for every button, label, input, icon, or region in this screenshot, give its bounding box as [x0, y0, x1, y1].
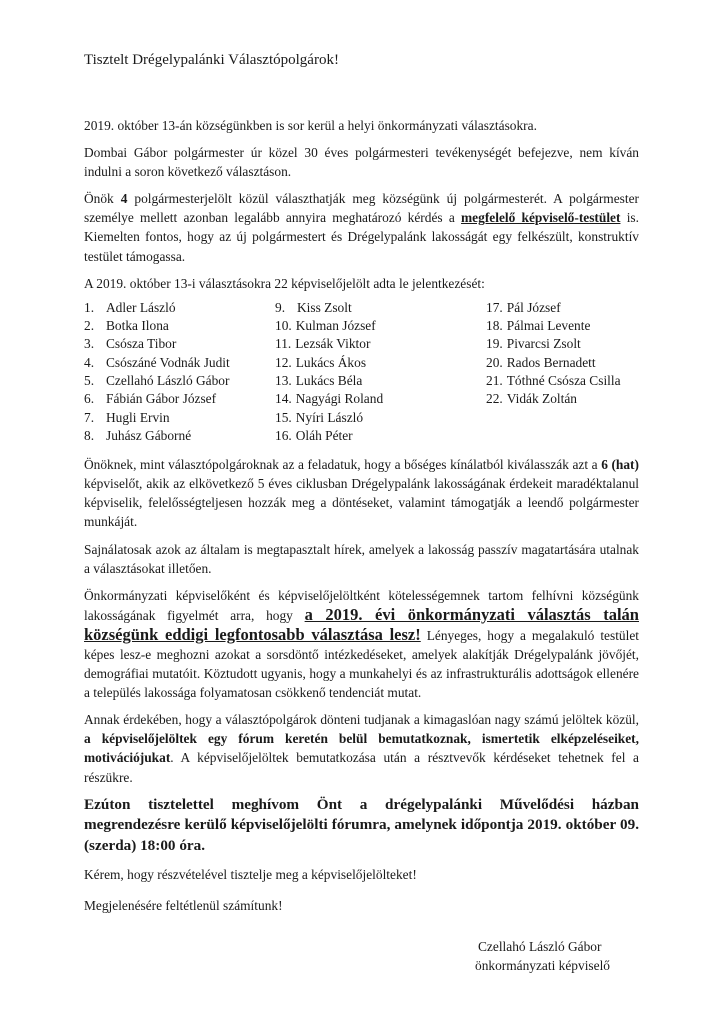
list-item: 21. Tóthné Csósza Csilla [486, 372, 639, 390]
candidate-name: Kiss Zsolt [297, 299, 352, 315]
list-item: 5. Czellahó László Gábor [84, 372, 275, 390]
text: Lényeges, hogy a megalakuló testület képes lesz-e meghozni azokat a sorsdöntő intézkedéseket, amelyek alakítják Drégelypalánk jövőjét, demográfiai mutatóit. Köztudott ugyanis, hogy a munkahelyi és az infrastrukturális adottságok ellenére a település lakossága folyamatosan csökkenő tendenciát mutat. [84, 627, 639, 701]
paragraph-request: Kérem, hogy részvételével tisztelje meg a képviselőjelölteket! [84, 867, 417, 883]
candidate-name: Fábián Gábor József [106, 391, 217, 407]
list-item: 14. Nagyági Roland [275, 390, 486, 408]
candidate-name: Juhász Gáborné [106, 427, 192, 443]
paragraph-voter-task [84, 455, 639, 531]
text: Annak érdekében, hogy a választópolgárok dönteni tudjanak a kimagaslóan nagy számú jelöltek közül, [84, 712, 639, 728]
text: Önök [84, 191, 121, 207]
paragraph-closing: Megjelenésére feltétlenül számítunk! [84, 898, 283, 914]
list-item: 9. Kiss Zsolt [275, 299, 486, 317]
candidate-name: Pál József [506, 299, 561, 315]
paragraph-forum [84, 710, 639, 786]
list-item: 3. Csósza Tibor [84, 335, 275, 353]
candidate-name: Pivarcsi Zsolt [506, 336, 581, 352]
signature-block [475, 937, 610, 975]
list-item: 6. Fábián Gábor József [84, 390, 275, 408]
text: Önkormányzati képviselőként és képviselőjelöltként kötelességemnek tartom felhívni községünk lakosságának figyelmét arra, hogy [84, 587, 639, 623]
list-item: 4. Csószáné Vodnák Judit [84, 354, 275, 372]
candidate-name: Rados Bernadett [506, 354, 596, 370]
candidate-name: Hugli Ervin [106, 409, 170, 425]
candidate-name: Tóthné Csósza Csilla [506, 372, 621, 388]
list-item: 13. Lukács Béla [275, 372, 486, 390]
emphasis-council: megfelelő képviselő-testület [461, 210, 621, 226]
candidate-name: Csósza Tibor [106, 336, 177, 352]
text: is. Kiemelten fontos, hogy az új polgármestert és Drégelypalánk lakosságát egy felkészült, konstruktív testület támogassa. [84, 210, 639, 264]
paragraph-mayor-retiring: Dombai Gábor polgármester úr közel 30 éves polgármesteri tevékenységét befejezve, nem kíván indulni a soron következő választáson. [84, 145, 639, 180]
letter-body [84, 116, 639, 923]
list-item: 15. Nyíri László [275, 409, 486, 427]
candidate-list [84, 299, 639, 445]
list-item: 8. Juhász Gáborné [84, 427, 275, 445]
candidate-name: Adler László [106, 299, 176, 315]
list-item: 2. Botka Ilona [84, 317, 275, 335]
paragraph-importance [84, 586, 639, 703]
paragraph-candidates-intro: A 2019. október 13-i választásokra 22 képviselőjelölt adta le jelentkezését: [84, 275, 485, 291]
list-item: 16. Oláh Péter [275, 427, 486, 445]
list-item: 1. Adler László [84, 299, 275, 317]
signature-name: Czellahó László Gábor [478, 939, 602, 954]
candidate-name: Czellahó László Gábor [106, 372, 230, 388]
list-item: 7. Hugli Ervin [84, 409, 275, 427]
candidate-name: Nyíri László [295, 409, 364, 425]
mayor-candidate-count: 4 [120, 191, 128, 207]
list-item: 22. Vidák Zoltán [486, 390, 639, 408]
greeting-heading: Tisztelt Drégelypalánki Választópolgárok! [84, 52, 339, 68]
text: képviselőt, akik az elkövetkező 5 éves ciklusban Drégelypalánk lakosságának érdekeit maradéktalanul képviselik, felelősségteljesen hozzák meg a döntéseket, valamint támogatják a leendő polgármester munkáját. [84, 476, 639, 530]
list-item: 17. Pál József [486, 299, 639, 317]
candidate-column-2 [275, 299, 486, 445]
paragraph-invitation: Ezúton tisztelettel meghívom Önt a drégelypalánki Művelődési házban megrendezésre kerülő képviselőjelölti fórumra, amelynek időpontja 2019. október 09. (szerda) 18:00 óra. [84, 795, 639, 854]
list-item: 20. Rados Bernadett [486, 354, 639, 372]
council-seat-count: 6 (hat) [601, 457, 639, 473]
candidate-name: Kulman József [295, 318, 376, 334]
list-item: 18. Pálmai Levente [486, 317, 639, 335]
text: . A képviselőjelöltek bemutatkozása után a résztvevők kérdéseket tehetnek fel a részükre. [84, 750, 639, 785]
candidate-name: Botka Ilona [106, 318, 169, 334]
list-item: 11. Lezsák Viktor [275, 335, 486, 353]
candidate-column-3 [486, 299, 639, 445]
paragraph-mayor-candidates [84, 189, 639, 265]
candidate-name: Lukács Ákos [295, 354, 367, 370]
candidate-name: Oláh Péter [295, 427, 353, 443]
emphasis-most-important-election: a 2019. évi önkormányzati választás talán községünk eddigi legfontosabb választása lesz! [84, 604, 639, 644]
text: Önöknek, mint választópolgároknak az a feladatuk, hogy a bőséges kínálatból kiválasszák azt a [84, 457, 602, 473]
list-item: 10. Kulman József [275, 317, 486, 335]
candidate-name: Nagyági Roland [295, 391, 384, 407]
candidate-name: Csószáné Vodnák Judit [106, 354, 230, 370]
list-item: 19. Pivarcsi Zsolt [486, 335, 639, 353]
candidate-name: Lukács Béla [295, 372, 363, 388]
candidate-name: Pálmai Levente [506, 318, 591, 334]
candidate-column-1 [84, 299, 275, 445]
list-item: 12. Lukács Ákos [275, 354, 486, 372]
paragraph-election-date: 2019. október 13-án községünkben is sor kerül a helyi önkormányzati választásokra. [84, 118, 537, 133]
candidate-name: Lezsák Viktor [295, 336, 371, 352]
text: polgármesterjelölt közül választhatják meg községünk új polgármesterét. A polgármester személye mellett azonban legalább annyira meghatározó kérdés a [84, 191, 639, 226]
emphasis-forum: a képviselőjelöltek egy fórum keretén belül bemutatkoznak, ismertetik elképzeléseiket, motivációjukat [84, 731, 639, 766]
paragraph-passive-voters: Sajnálatosak azok az általam is megtapasztalt hírek, amelyek a lakosság passzív magatartására utalnak a választásokat illetően. [84, 541, 639, 576]
candidate-name: Vidák Zoltán [506, 391, 577, 407]
signature-title: önkormányzati képviselő [475, 958, 610, 973]
